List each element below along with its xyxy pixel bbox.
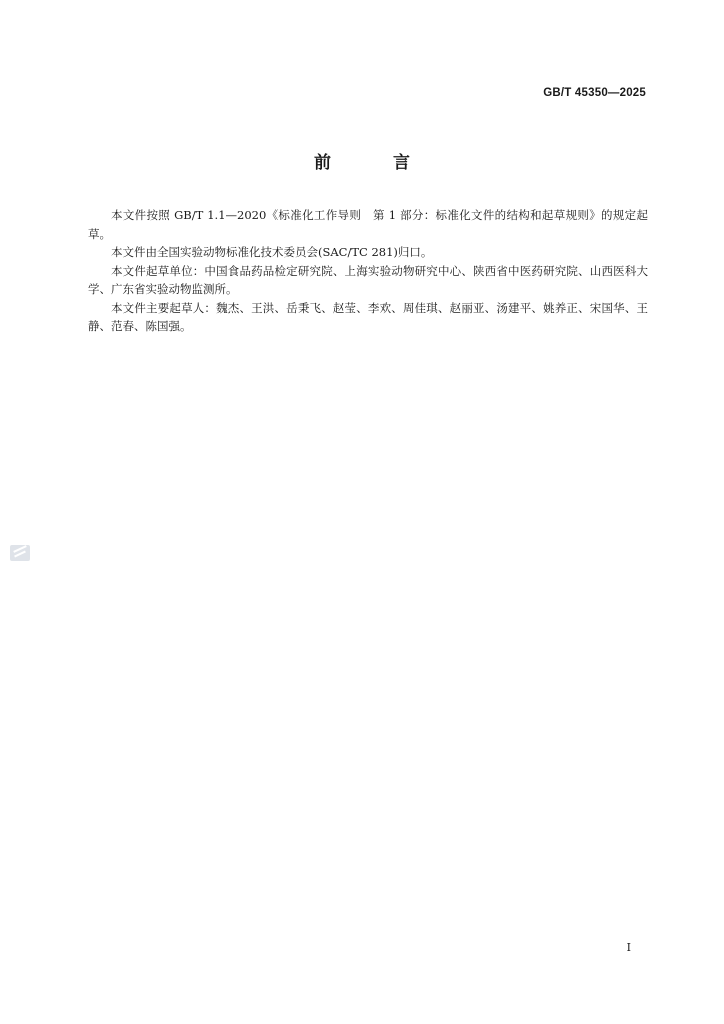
page-number: I: [626, 941, 631, 954]
sac-logo-icon: [10, 545, 30, 561]
standard-number: GB/T 45350—2025: [543, 87, 646, 99]
paragraph-drafters: 本文件主要起草人：魏杰、王洪、岳秉飞、赵莹、李欢、周佳琪、赵丽亚、汤建平、姚养正、宋国华、王静、范春、陈国强。: [88, 300, 648, 333]
paragraph-drafting-units: 本文件起草单位：中国食品药品检定研究院、上海实验动物研究中心、陕西省中医药研究院、山西医科大学、广东省实验动物监测所。: [88, 263, 648, 296]
paragraph-committee: 本文件由全国实验动物标准化技术委员会(SAC/TC 281)归口。: [111, 245, 433, 259]
paragraph-drafting-rules: 本文件按照 GB/T 1.1—2020《标准化工作导则 第 1 部分：标准化文件的结构和起草规则》的规定起草。: [88, 208, 648, 241]
foreword-body: [88, 206, 648, 336]
page-title: 前 言: [314, 153, 438, 173]
